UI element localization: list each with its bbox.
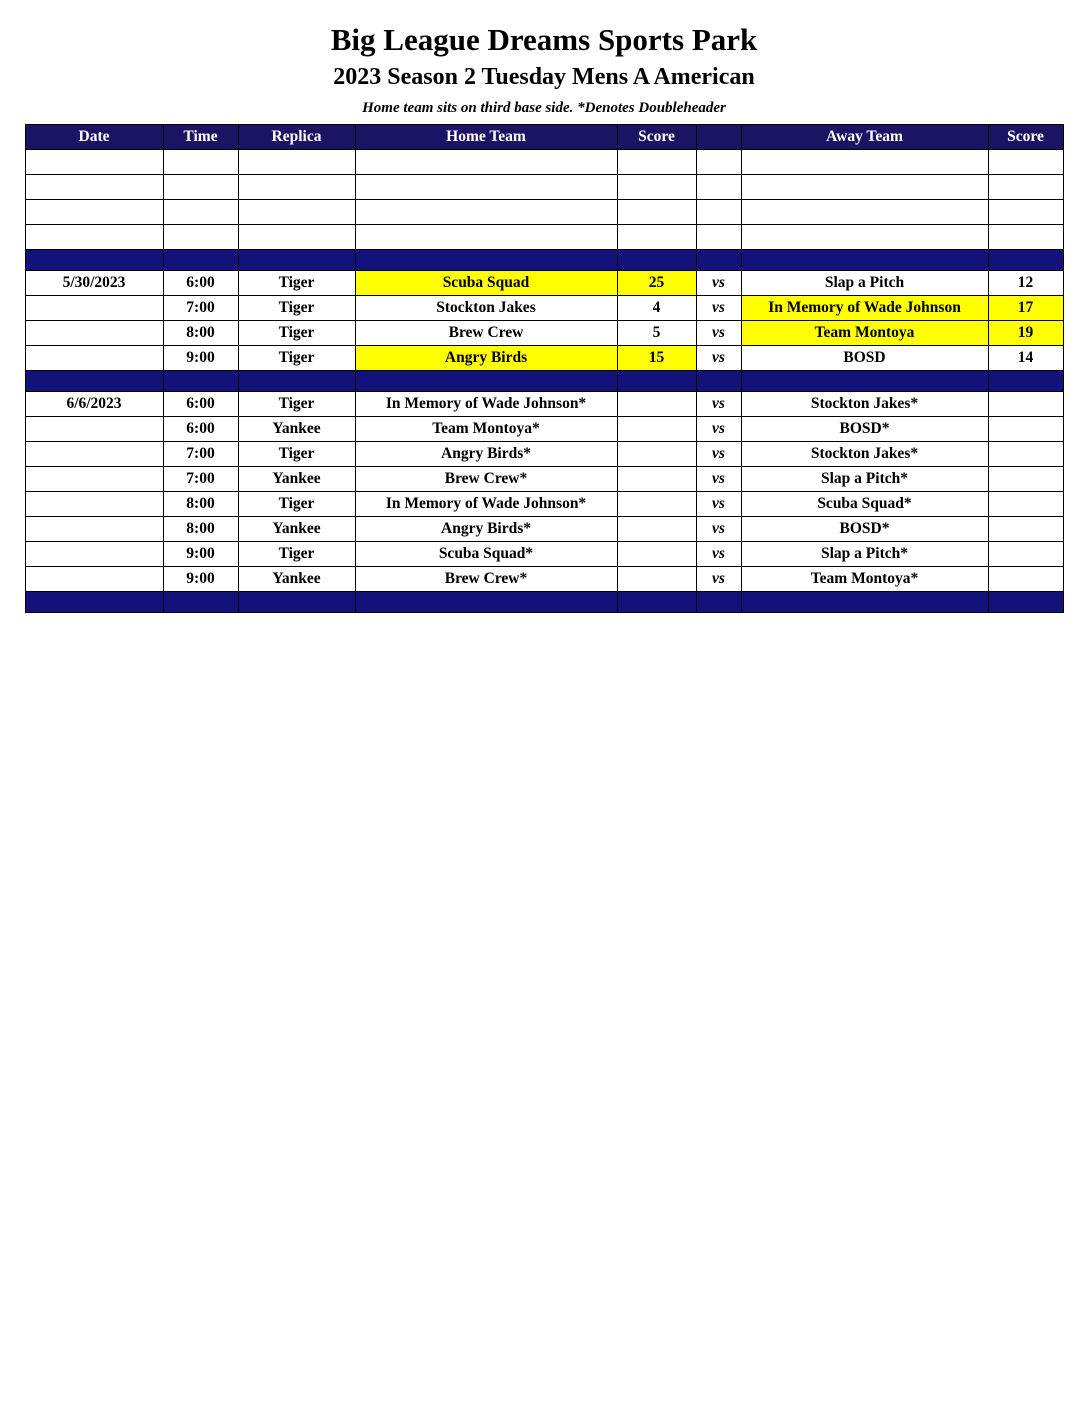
cell-replica	[238, 200, 355, 225]
cell-vs: vs	[696, 442, 741, 467]
cell-away-score	[988, 200, 1063, 225]
cell-time: 7:00	[163, 467, 238, 492]
cell-away-team	[741, 200, 988, 225]
cell-vs: vs	[696, 517, 741, 542]
blank-row	[25, 225, 1063, 250]
cell-home-team: In Memory of Wade Johnson*	[355, 392, 617, 417]
cell-away-score	[988, 542, 1063, 567]
cell-vs	[696, 175, 741, 200]
table-row	[25, 346, 1063, 371]
cell-time	[163, 225, 238, 250]
cell-away-score	[988, 392, 1063, 417]
cell-time: 8:00	[163, 492, 238, 517]
cell-replica: Tiger	[238, 392, 355, 417]
cell-home-score: 4	[617, 296, 696, 321]
table-row	[25, 392, 1063, 417]
schedule-body	[25, 150, 1063, 613]
cell-vs	[696, 200, 741, 225]
cell-home-score	[617, 567, 696, 592]
cell-vs	[696, 371, 741, 392]
cell-replica	[238, 250, 355, 271]
column-header-date: Date	[25, 125, 163, 150]
cell-vs: vs	[696, 417, 741, 442]
blank-row	[25, 175, 1063, 200]
cell-away-score	[988, 175, 1063, 200]
cell-home-score	[617, 592, 696, 613]
cell-vs	[696, 250, 741, 271]
cell-away-team: Team Montoya*	[741, 567, 988, 592]
cell-time	[163, 592, 238, 613]
cell-date: 6/6/2023	[25, 392, 163, 417]
table-row	[25, 567, 1063, 592]
cell-time	[163, 250, 238, 271]
cell-date	[25, 346, 163, 371]
page-title: Big League Dreams Sports Park	[330, 22, 758, 57]
cell-away-team: BOSD	[741, 346, 988, 371]
column-header-away-team: Away Team	[741, 125, 988, 150]
cell-home-score: 5	[617, 321, 696, 346]
column-header-home-score: Score	[617, 125, 696, 150]
cell-replica	[238, 592, 355, 613]
cell-home-score	[617, 517, 696, 542]
cell-time: 6:00	[163, 271, 238, 296]
column-header-home-team: Home Team	[355, 125, 617, 150]
separator-row	[25, 371, 1063, 392]
schedule-note: Home team sits on third base side. *Denotes Doubleheader	[362, 100, 726, 117]
cell-home-score	[617, 467, 696, 492]
cell-date	[25, 371, 163, 392]
cell-home-score	[617, 175, 696, 200]
cell-time	[163, 175, 238, 200]
cell-vs	[696, 592, 741, 613]
cell-time: 7:00	[163, 296, 238, 321]
cell-date	[25, 592, 163, 613]
cell-away-team	[741, 371, 988, 392]
cell-time	[163, 200, 238, 225]
cell-home-team	[355, 371, 617, 392]
cell-vs: vs	[696, 296, 741, 321]
cell-time: 9:00	[163, 567, 238, 592]
cell-away-team: Stockton Jakes*	[741, 392, 988, 417]
separator-row	[25, 250, 1063, 271]
cell-home-team: Stockton Jakes	[355, 296, 617, 321]
cell-away-score	[988, 417, 1063, 442]
cell-away-score	[988, 225, 1063, 250]
cell-date: 5/30/2023	[25, 271, 163, 296]
cell-home-score	[617, 392, 696, 417]
cell-replica: Tiger	[238, 296, 355, 321]
cell-home-score	[617, 250, 696, 271]
cell-replica	[238, 371, 355, 392]
separator-row	[25, 592, 1063, 613]
cell-home-score: 25	[617, 271, 696, 296]
cell-home-score	[617, 225, 696, 250]
cell-date	[25, 417, 163, 442]
table-row	[25, 321, 1063, 346]
cell-away-team	[741, 592, 988, 613]
cell-time: 9:00	[163, 542, 238, 567]
table-row	[25, 442, 1063, 467]
cell-away-team	[741, 250, 988, 271]
cell-away-score	[988, 442, 1063, 467]
cell-home-team	[355, 200, 617, 225]
column-header-replica: Replica	[238, 125, 355, 150]
cell-away-team	[741, 150, 988, 175]
cell-away-score	[988, 150, 1063, 175]
cell-home-team	[355, 150, 617, 175]
cell-vs: vs	[696, 321, 741, 346]
cell-home-team: Angry Birds*	[355, 442, 617, 467]
cell-time: 9:00	[163, 346, 238, 371]
table-row	[25, 296, 1063, 321]
cell-vs: vs	[696, 346, 741, 371]
cell-home-team: Brew Crew*	[355, 567, 617, 592]
cell-away-score	[988, 371, 1063, 392]
cell-away-score: 12	[988, 271, 1063, 296]
column-header-time: Time	[163, 125, 238, 150]
cell-home-score	[617, 442, 696, 467]
table-row	[25, 492, 1063, 517]
cell-away-team: Scuba Squad*	[741, 492, 988, 517]
cell-replica: Tiger	[238, 321, 355, 346]
cell-away-score	[988, 567, 1063, 592]
cell-home-team	[355, 592, 617, 613]
cell-time: 8:00	[163, 517, 238, 542]
cell-away-team: BOSD*	[741, 517, 988, 542]
cell-away-score	[988, 250, 1063, 271]
cell-replica	[238, 150, 355, 175]
cell-away-team: Slap a Pitch	[741, 271, 988, 296]
page-subtitle: 2023 Season 2 Tuesday Mens A American	[333, 63, 755, 90]
cell-replica: Yankee	[238, 417, 355, 442]
cell-date	[25, 467, 163, 492]
cell-home-team: Angry Birds*	[355, 517, 617, 542]
column-header-vs	[696, 125, 741, 150]
cell-vs	[696, 225, 741, 250]
cell-time	[163, 371, 238, 392]
cell-replica: Tiger	[238, 346, 355, 371]
cell-home-team: Scuba Squad	[355, 271, 617, 296]
cell-replica: Tiger	[238, 492, 355, 517]
blank-row	[25, 200, 1063, 225]
cell-date	[25, 442, 163, 467]
cell-home-team: Team Montoya*	[355, 417, 617, 442]
cell-date	[25, 200, 163, 225]
cell-date	[25, 321, 163, 346]
cell-replica: Yankee	[238, 467, 355, 492]
cell-date	[25, 567, 163, 592]
cell-date	[25, 517, 163, 542]
cell-vs: vs	[696, 271, 741, 296]
cell-away-team: BOSD*	[741, 417, 988, 442]
cell-away-score	[988, 467, 1063, 492]
table-row	[25, 417, 1063, 442]
schedule-table	[25, 124, 1064, 613]
cell-home-score	[617, 542, 696, 567]
cell-time: 7:00	[163, 442, 238, 467]
table-row	[25, 467, 1063, 492]
cell-away-score: 19	[988, 321, 1063, 346]
cell-home-score	[617, 371, 696, 392]
cell-replica: Tiger	[238, 542, 355, 567]
cell-vs	[696, 150, 741, 175]
cell-date	[25, 150, 163, 175]
cell-date	[25, 296, 163, 321]
cell-replica: Yankee	[238, 567, 355, 592]
cell-home-score	[617, 150, 696, 175]
column-header-away-score: Score	[988, 125, 1063, 150]
cell-away-team: Stockton Jakes*	[741, 442, 988, 467]
cell-time: 8:00	[163, 321, 238, 346]
table-row	[25, 517, 1063, 542]
table-row	[25, 542, 1063, 567]
cell-home-team: Angry Birds	[355, 346, 617, 371]
table-header-row	[25, 125, 1063, 150]
cell-home-score	[617, 417, 696, 442]
cell-vs: vs	[696, 567, 741, 592]
cell-time: 6:00	[163, 417, 238, 442]
cell-home-score: 15	[617, 346, 696, 371]
cell-date	[25, 225, 163, 250]
cell-home-score	[617, 492, 696, 517]
cell-home-team	[355, 225, 617, 250]
cell-away-team: Slap a Pitch*	[741, 542, 988, 567]
cell-home-team: In Memory of Wade Johnson*	[355, 492, 617, 517]
cell-away-score	[988, 492, 1063, 517]
cell-replica: Tiger	[238, 271, 355, 296]
cell-time: 6:00	[163, 392, 238, 417]
cell-vs: vs	[696, 392, 741, 417]
cell-vs: vs	[696, 467, 741, 492]
cell-away-score: 17	[988, 296, 1063, 321]
cell-home-team: Brew Crew	[355, 321, 617, 346]
cell-home-team	[355, 175, 617, 200]
cell-away-team: In Memory of Wade Johnson	[741, 296, 988, 321]
cell-away-score	[988, 592, 1063, 613]
cell-vs: vs	[696, 492, 741, 517]
cell-away-score: 14	[988, 346, 1063, 371]
cell-time	[163, 150, 238, 175]
cell-home-team: Brew Crew*	[355, 467, 617, 492]
cell-replica	[238, 175, 355, 200]
cell-replica: Tiger	[238, 442, 355, 467]
blank-row	[25, 150, 1063, 175]
cell-date	[25, 250, 163, 271]
cell-date	[25, 492, 163, 517]
cell-away-team: Slap a Pitch*	[741, 467, 988, 492]
cell-date	[25, 175, 163, 200]
cell-away-score	[988, 517, 1063, 542]
cell-away-team	[741, 175, 988, 200]
cell-home-score	[617, 200, 696, 225]
cell-away-team: Team Montoya	[741, 321, 988, 346]
cell-away-team	[741, 225, 988, 250]
cell-replica	[238, 225, 355, 250]
cell-replica: Yankee	[238, 517, 355, 542]
cell-date	[25, 542, 163, 567]
cell-vs: vs	[696, 542, 741, 567]
cell-home-team	[355, 250, 617, 271]
cell-home-team: Scuba Squad*	[355, 542, 617, 567]
table-row	[25, 271, 1063, 296]
